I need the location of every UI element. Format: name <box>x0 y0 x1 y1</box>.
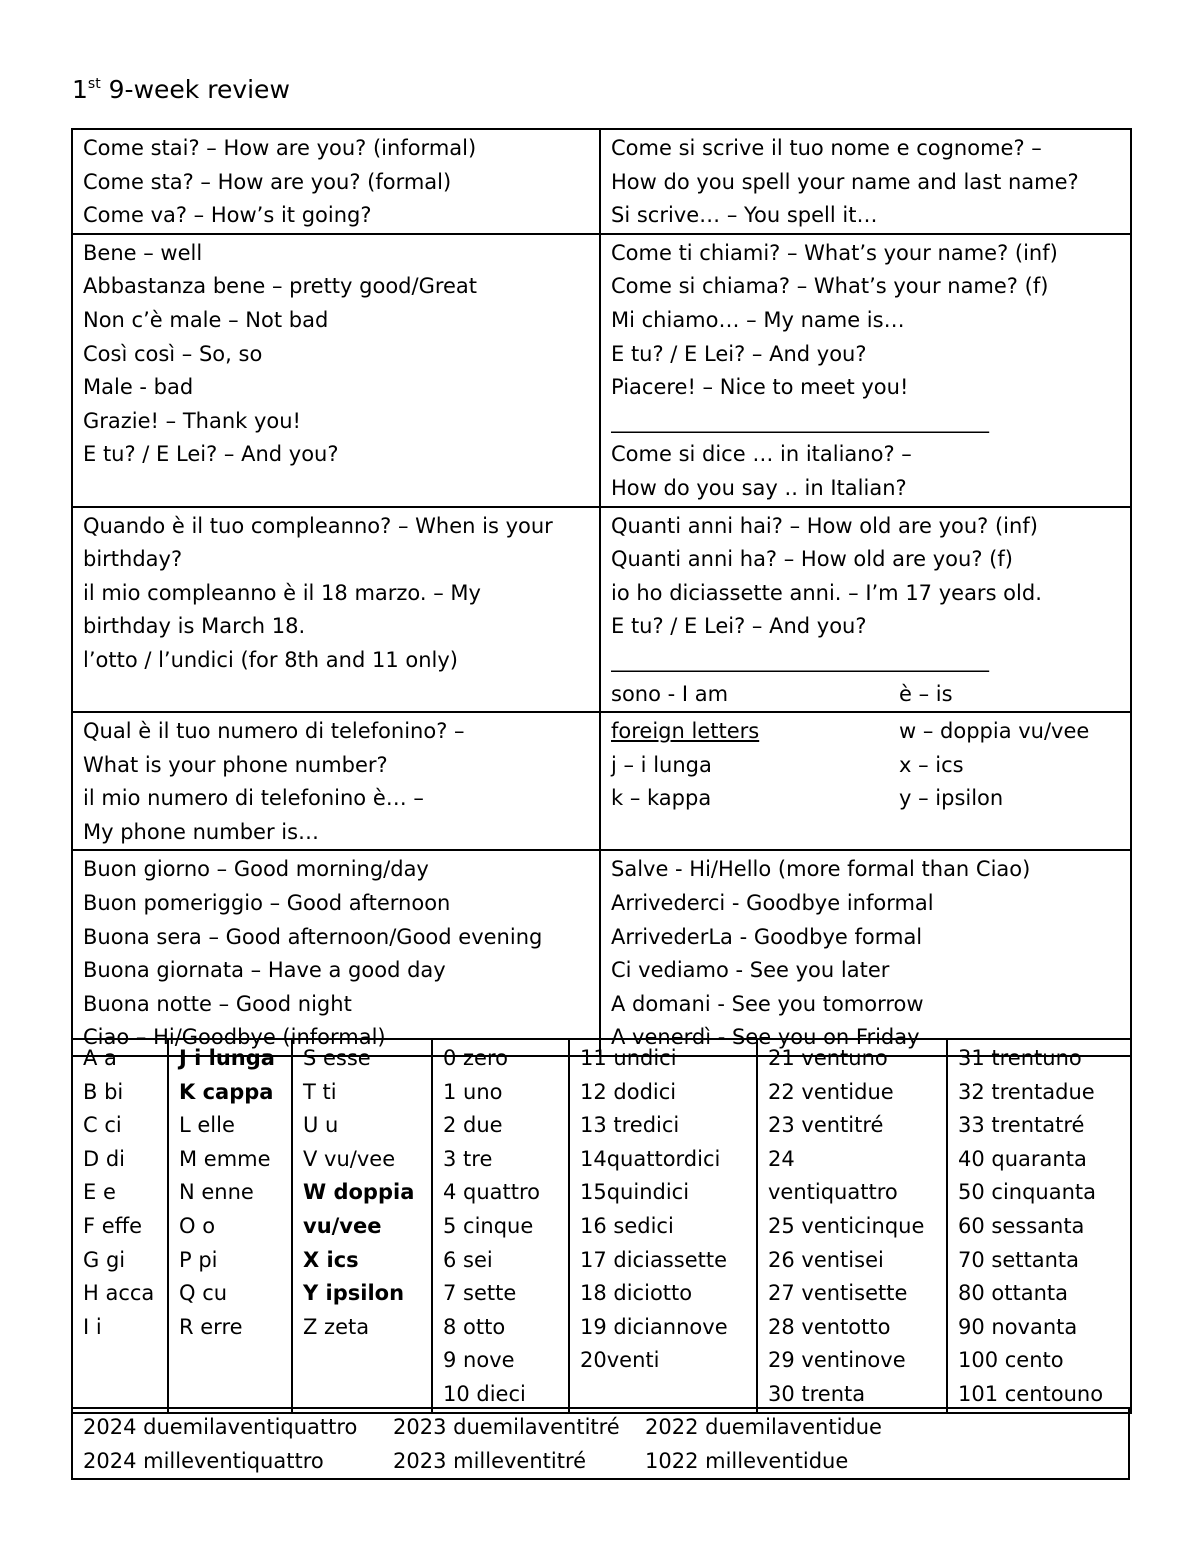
number-entry: 12 dodici <box>580 1079 677 1104</box>
phrase-line: Ciao – Hi/Goodbye (informal) <box>83 1025 386 1050</box>
year-entry: 2024 duemilaventiquattro <box>83 1415 358 1439</box>
phrase-line: ArrivederLa - Goodbye formal <box>611 924 923 949</box>
foreign-letter: j – i lunga <box>611 752 712 777</box>
phrase-line: Come sta? – How are you? (formal) <box>83 169 452 194</box>
phrase-line <box>611 749 1124 783</box>
phrase-line: Arrivederci - Goodbye informal <box>611 891 934 916</box>
phrase-line: Quanti anni hai? – How old are you? (inf) <box>611 513 1038 538</box>
farewells-cell <box>600 850 1131 1056</box>
foreign-letters-heading: foreign letters <box>611 719 760 744</box>
year-entry: 2023 duemilaventitré <box>393 1415 620 1439</box>
phone-cell <box>72 712 600 850</box>
birthday-cell <box>72 507 600 713</box>
number-entry: 60 sessanta <box>958 1213 1085 1238</box>
letter-entry: F effe <box>83 1213 143 1238</box>
number-entry: 0 zero <box>443 1046 508 1070</box>
letter-entry: R erre <box>179 1314 243 1339</box>
number-entry: 22 ventidue <box>768 1079 894 1104</box>
letter-entry: P pi <box>179 1247 218 1272</box>
foreign-letter: y – ipsilon <box>899 786 1004 811</box>
year-entry: 2023 milleventitré <box>393 1448 587 1473</box>
e-term: è – is <box>899 681 953 706</box>
letter-entry: O o <box>179 1213 216 1238</box>
title-number: 1 <box>72 75 88 104</box>
foreign-letter: w – doppia vu/vee <box>899 719 1090 744</box>
letter-entry: Y ipsilon <box>303 1281 405 1306</box>
number-entry: 40 quaranta <box>958 1146 1087 1171</box>
numbers-column-1 <box>432 1039 569 1413</box>
number-entry: 26 ventisei <box>768 1247 884 1272</box>
phrase-line: Come ti chiami? – What’s your name? (inf) <box>611 240 1058 265</box>
year-entry: 1022 milleventidue <box>645 1448 849 1473</box>
number-entry: 8 otto <box>443 1314 506 1339</box>
phrase-line: Come si scrive il tuo nome e cognome? – <box>611 136 1042 160</box>
letter-entry: X ics <box>303 1247 359 1272</box>
letter-entry: I i <box>83 1314 102 1339</box>
greeting-questions-cell <box>72 129 600 234</box>
years-line <box>83 1445 1122 1479</box>
phrase-line: Buona sera – Good afternoon/Good evening <box>83 924 543 949</box>
phrase-line: Qual è il tuo numero di telefonino? – <box>83 719 465 744</box>
sono-term: sono - I am <box>611 681 729 706</box>
phrase-line: A domani - See you tomorrow <box>611 991 924 1016</box>
years-table <box>71 1407 1130 1480</box>
numbers-column-3 <box>757 1039 947 1413</box>
phrase-line <box>611 678 1124 712</box>
phrase-line: How do you say .. in Italian? <box>611 475 907 500</box>
number-entry: 7 sette <box>443 1281 517 1306</box>
phrase-line: What is your phone number? <box>83 752 388 777</box>
number-entry: 4 quattro <box>443 1180 541 1205</box>
phrase-line: Come si dice … in italiano? – <box>611 442 912 467</box>
phrases-row <box>72 712 1131 850</box>
letter-entry: Q cu <box>179 1281 228 1306</box>
age-cell <box>600 507 1131 713</box>
letter-entry: W doppia <box>303 1180 415 1205</box>
phrase-line: Male - bad <box>83 375 194 400</box>
phrase-line: E tu? / E Lei? – And you? <box>611 341 867 366</box>
letter-entry: J i lunga <box>179 1046 275 1070</box>
phrases-row <box>72 850 1131 1056</box>
letter-entry: V vu/vee <box>303 1146 396 1171</box>
phrase-line <box>611 715 1124 749</box>
phrases-row <box>72 507 1131 713</box>
numbers-column-2 <box>569 1039 757 1413</box>
phrase-line: Come stai? – How are you? (informal) <box>83 136 477 160</box>
divider-rule: ____________________________________ <box>611 647 989 672</box>
phrase-line: Ci vediamo - See you later <box>611 958 890 983</box>
title-text: 9-week review <box>100 75 290 104</box>
alphabet-numbers-row <box>72 1039 1131 1413</box>
phrases-table <box>71 128 1132 1057</box>
number-entry: 11 undici <box>580 1046 677 1070</box>
phrase-line: Buon giorno – Good morning/day <box>83 857 429 882</box>
letter-entry: E e <box>83 1180 116 1205</box>
number-entry: 10 dieci <box>443 1381 526 1406</box>
number-entry: 32 trentadue <box>958 1079 1095 1104</box>
phrase-line: Quando è il tuo compleanno? – When is your <box>83 513 553 538</box>
phrase-line: E tu? / E Lei? – And you? <box>83 442 339 467</box>
alphabet-column-2 <box>168 1039 292 1413</box>
number-entry: 31 trentuno <box>958 1046 1082 1070</box>
foreign-letter: x – ics <box>899 752 964 777</box>
phrase-line: Come va? – How’s it going? <box>83 203 372 228</box>
number-entry: 50 cinquanta <box>958 1180 1097 1205</box>
number-entry: 1 uno <box>443 1079 503 1104</box>
phrase-line: Buona notte – Good night <box>83 991 352 1016</box>
phrase-line: Buona giornata – Have a good day <box>83 958 446 983</box>
letter-entry: H acca <box>83 1281 155 1306</box>
names-cell <box>600 234 1131 507</box>
number-entry: 25 venticinque <box>768 1213 925 1238</box>
number-entry: 20venti <box>580 1348 660 1373</box>
years-cell <box>72 1408 1129 1479</box>
phrase-line: il mio numero di telefonino è… – <box>83 786 424 811</box>
time-greetings-cell <box>72 850 600 1056</box>
alphabet-column-3 <box>292 1039 432 1413</box>
letter-entry: C ci <box>83 1113 122 1138</box>
phrase-line: Così così – So, so <box>83 341 263 366</box>
number-entry: 15quindici <box>580 1180 690 1205</box>
letter-entry: T ti <box>303 1079 337 1104</box>
number-entry: 27 ventisette <box>768 1281 908 1306</box>
letter-entry: N enne <box>179 1180 254 1205</box>
alphabet-numbers-table <box>71 1038 1132 1414</box>
phrase-line: Mi chiamo… – My name is… <box>611 307 905 332</box>
year-entry: 2024 milleventiquattro <box>83 1448 324 1473</box>
phrase-line: Abbastanza bene – pretty good/Great <box>83 274 478 299</box>
phrase-line: Buon pomeriggio – Good afternoon <box>83 891 451 916</box>
number-entry: 5 cinque <box>443 1213 534 1238</box>
letter-entry: M emme <box>179 1146 271 1171</box>
years-line <box>83 1411 1122 1445</box>
number-entry: 2 due <box>443 1113 503 1138</box>
number-entry: ventiquattro <box>768 1180 898 1205</box>
phrases-row <box>72 234 1131 507</box>
phrase-line: birthday is March 18. <box>83 614 306 639</box>
number-entry: 6 sei <box>443 1247 493 1272</box>
phrase-line: My phone number is… <box>83 819 320 844</box>
phrase-line: il mio compleanno è il 18 marzo. – My <box>83 580 481 605</box>
number-entry: 17 diciassette <box>580 1247 727 1272</box>
phrase-line: Quanti anni ha? – How old are you? (f) <box>611 547 1013 572</box>
years-row <box>72 1408 1129 1479</box>
phrases-row <box>72 129 1131 234</box>
number-entry: 28 ventotto <box>768 1314 891 1339</box>
number-entry: 80 ottanta <box>958 1281 1068 1306</box>
letter-entry: S esse <box>303 1046 371 1070</box>
letter-entry: Z zeta <box>303 1314 370 1339</box>
letter-entry: G gi <box>83 1247 126 1272</box>
letter-entry: A a <box>83 1046 117 1070</box>
number-entry: 30 trenta <box>768 1381 866 1406</box>
phrase-line: birthday? <box>83 547 183 572</box>
number-entry: 14quattordici <box>580 1146 721 1171</box>
title-ordinal-suffix: st <box>87 76 101 92</box>
responses-cell <box>72 234 600 507</box>
phrase-line: E tu? / E Lei? – And you? <box>611 614 867 639</box>
phrase-line: A venerdì - See you on Friday <box>611 1025 920 1050</box>
number-entry: 29 ventinove <box>768 1348 906 1373</box>
letter-entry: K cappa <box>179 1079 274 1104</box>
alphabet-column-1 <box>72 1039 168 1413</box>
phrase-line: Non c’è male – Not bad <box>83 307 329 332</box>
phrase-line: Salve - Hi/Hello (more formal than Ciao) <box>611 857 1031 882</box>
foreign-letters-cell <box>600 712 1131 850</box>
number-entry: 9 nove <box>443 1348 515 1373</box>
foreign-letter: k – kappa <box>611 786 712 811</box>
letter-entry: vu/vee <box>303 1213 382 1238</box>
phrase-line: io ho diciassette anni. – I’m 17 years old. <box>611 580 1042 605</box>
divider-rule: ____________________________________ <box>611 408 989 433</box>
number-entry: 3 tre <box>443 1146 493 1171</box>
number-entry: 23 ventitré <box>768 1113 884 1138</box>
letter-entry: D di <box>83 1146 126 1171</box>
number-entry: 16 sedici <box>580 1213 674 1238</box>
number-entry: 21 ventuno <box>768 1046 888 1070</box>
number-entry: 100 cento <box>958 1348 1064 1373</box>
letter-entry: U u <box>303 1113 339 1138</box>
number-entry: 90 novanta <box>958 1314 1078 1339</box>
phrase-line: Come si chiama? – What’s your name? (f) <box>611 274 1049 299</box>
phrase-line: How do you spell your name and last name? <box>611 169 1079 194</box>
phrase-line: Piacere! – Nice to meet you! <box>611 375 909 400</box>
number-entry: 70 settanta <box>958 1247 1080 1272</box>
number-entry: 18 diciotto <box>580 1281 693 1306</box>
number-entry: 13 tredici <box>580 1113 680 1138</box>
phrase-line: l’otto / l’undici (for 8th and 11 only) <box>83 647 458 672</box>
spelling-cell <box>600 129 1131 234</box>
number-entry: 24 <box>768 1146 795 1171</box>
numbers-column-4 <box>947 1039 1131 1413</box>
year-entry: 2022 duemilaventidue <box>645 1415 882 1439</box>
letter-entry: B bi <box>83 1079 124 1104</box>
letter-entry: L elle <box>179 1113 235 1138</box>
phrase-line: Bene – well <box>83 240 203 265</box>
phrase-line: Grazie! – Thank you! <box>83 408 301 433</box>
number-entry: 101 centouno <box>958 1381 1104 1406</box>
phrase-line <box>611 782 1124 816</box>
number-entry: 19 diciannove <box>580 1314 728 1339</box>
page-title <box>72 72 290 108</box>
number-entry: 33 trentatré <box>958 1113 1085 1138</box>
phrase-line: Si scrive… – You spell it… <box>611 203 878 228</box>
